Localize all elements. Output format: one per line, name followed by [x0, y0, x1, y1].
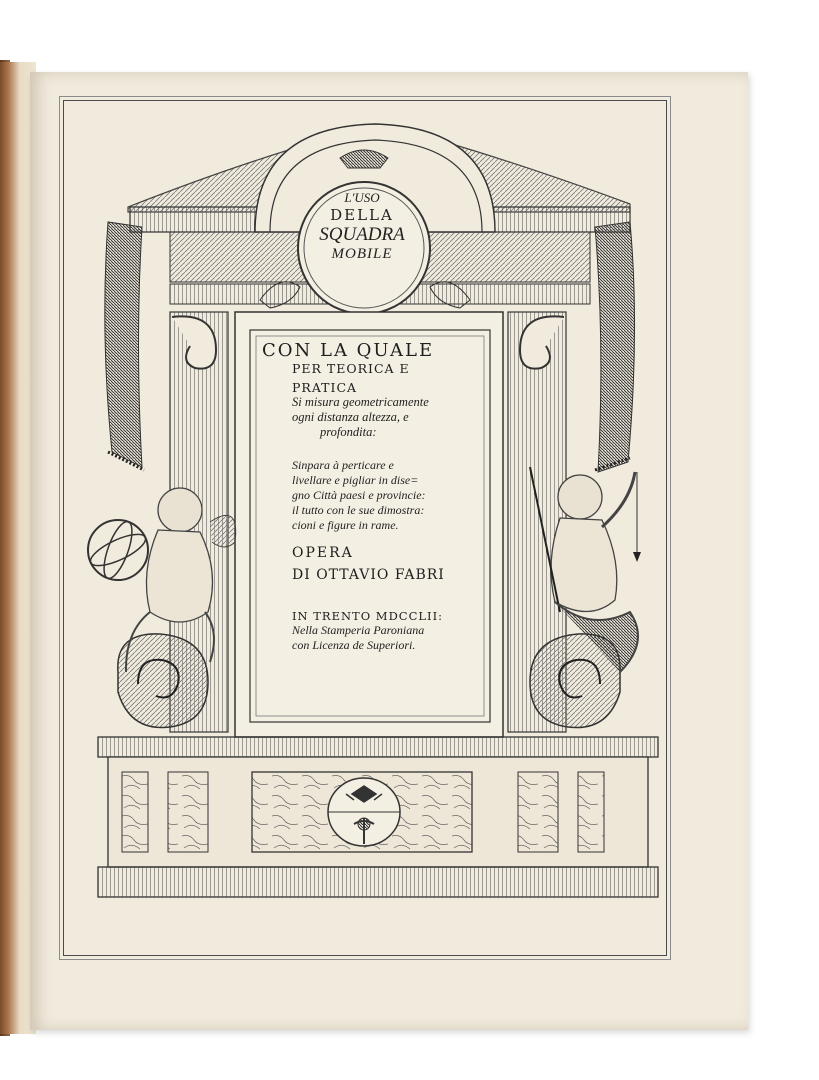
frontispiece-title-text: [260, 340, 496, 653]
pedestal-base: [98, 737, 658, 897]
cartouche-line-2: DELLA: [330, 206, 394, 224]
title-line-5: ogni distanza altezza, e: [292, 410, 409, 424]
title-line-15: Nella Stamperia Paroniana: [292, 623, 425, 637]
title-line-10: il tutto con le sue dimostra:: [292, 503, 425, 517]
title-line-2: PER TEORICA E: [292, 361, 410, 376]
title-line-14: IN TRENTO MDCCLII:: [292, 609, 443, 623]
title-line-1: CON LA QUALE: [262, 340, 435, 361]
title-line-6: profondita:: [320, 425, 377, 439]
title-line-8: livellare e pigliar in dise=: [292, 473, 419, 487]
title-line-9: gno Città paesi e provincie:: [292, 488, 426, 502]
title-line-3: PRATICA: [292, 380, 358, 395]
title-line-13: DI OTTAVIO FABRI: [292, 567, 445, 583]
title-line-16: con Licenza de Superiori.: [292, 638, 416, 652]
cartouche-line-3: SQUADRA: [319, 224, 405, 245]
cartouche-title: [302, 190, 422, 263]
title-line-11: cioni e figure in rame.: [292, 518, 399, 532]
cartouche-line-4: MOBILE: [331, 246, 393, 262]
title-line-12: OPERA: [292, 545, 354, 561]
title-line-7: Sinpara à perticare e: [292, 458, 394, 472]
cartouche-line-1: L'USO: [344, 190, 380, 205]
book-page: [30, 72, 748, 1030]
title-line-4: Si misura geometricamente: [292, 395, 429, 409]
